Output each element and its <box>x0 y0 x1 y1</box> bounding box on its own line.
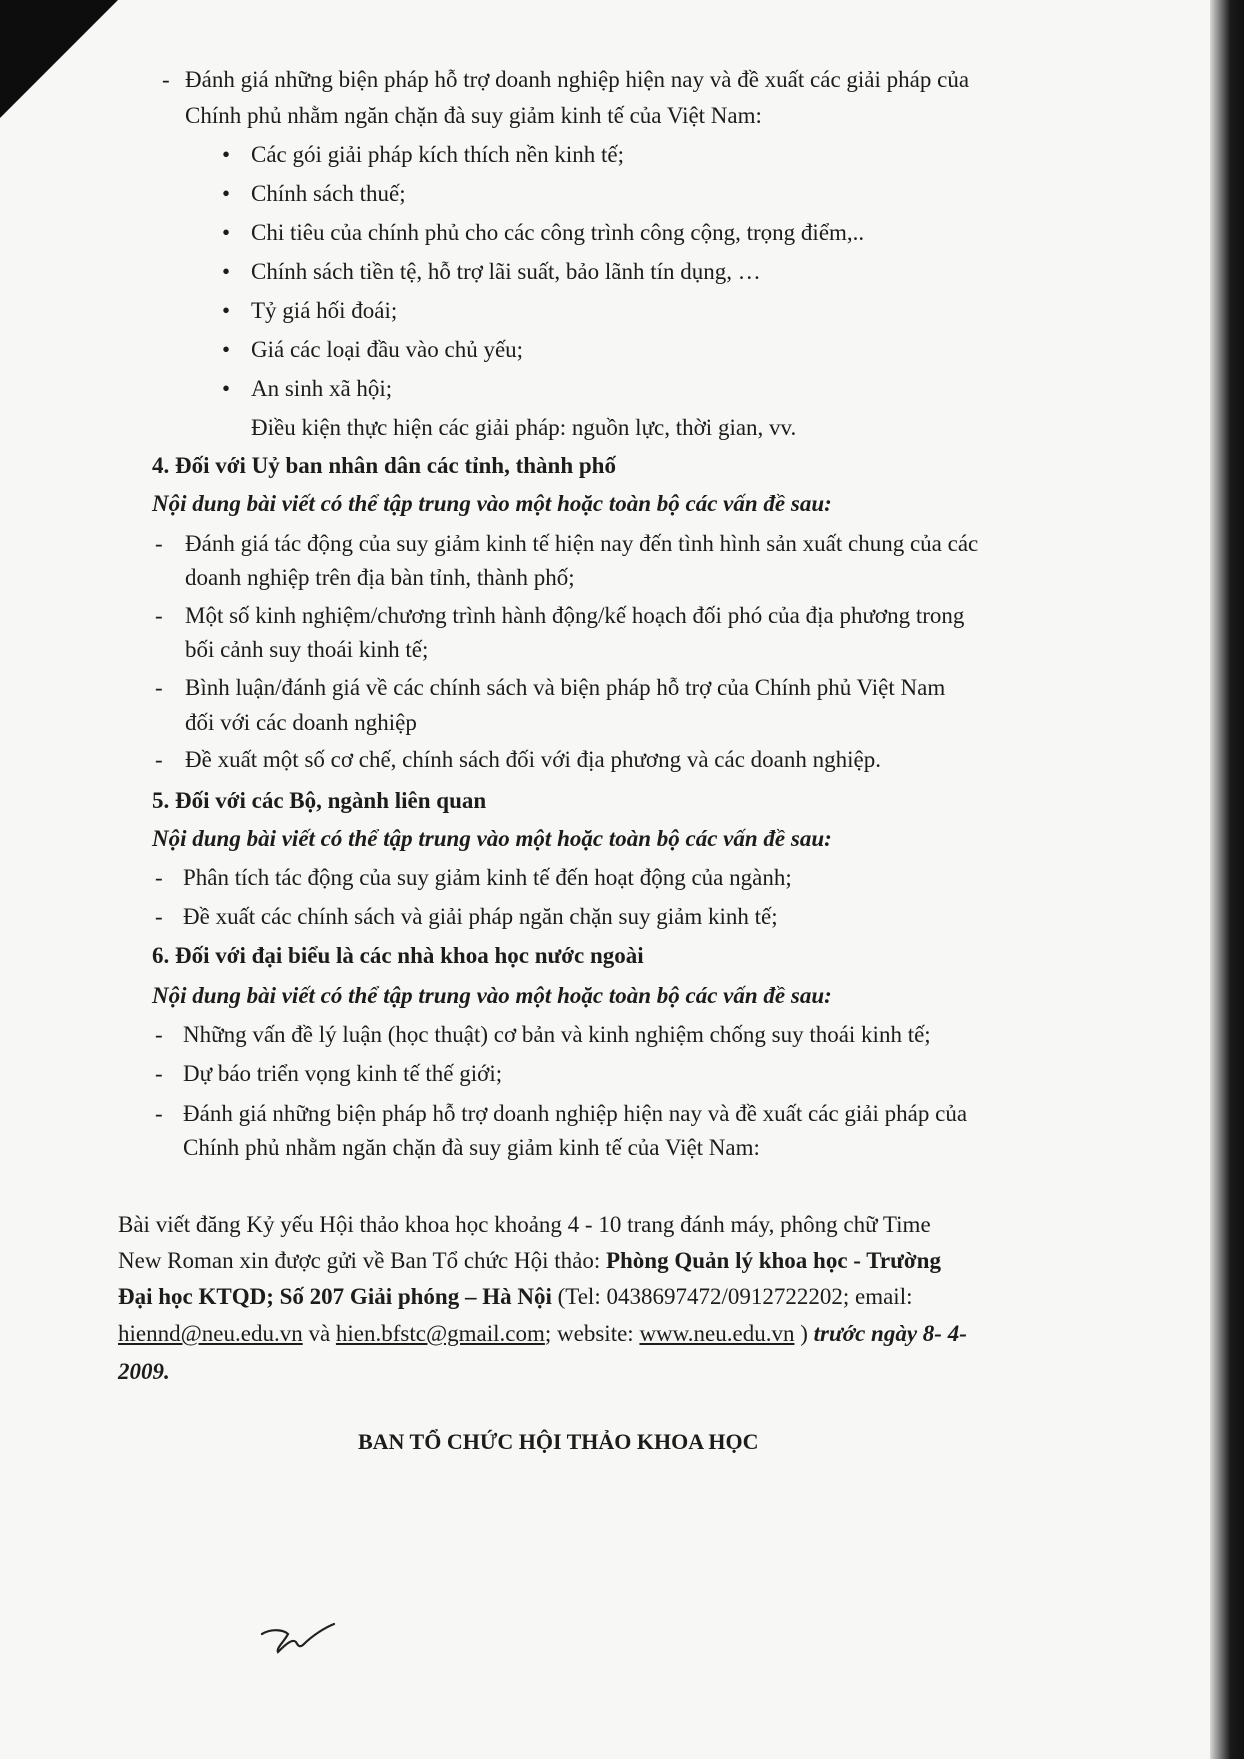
section-5-item-2: Đề xuất các chính sách và giải pháp ngăn chặn suy giảm kinh tế; <box>183 904 778 929</box>
section-4-item-2-line2: bối cảnh suy thoái kinh tế; <box>185 637 429 662</box>
bullet-item: Tỷ giá hối đoái; <box>251 298 398 323</box>
section-4-item-1-line2: doanh nghiệp trên địa bàn tỉnh, thành phố; <box>185 565 575 590</box>
contact-phone: (Tel: 0438697472/0912722202; email: <box>551 1284 913 1309</box>
scan-edge-shadow <box>1210 0 1244 1759</box>
section-4-item-3-line1: Bình luận/đánh giá về các chính sách và biện pháp hỗ trợ của Chính phủ Việt Nam <box>185 675 946 700</box>
bullet-item: Chi tiêu của chính phủ cho các công trình công cộng, trọng điểm,.. <box>251 220 865 245</box>
conditions-line: Điều kiện thực hiện các giải pháp: nguồn lực, thời gian, vv. <box>251 415 797 440</box>
list-dash: - <box>155 531 163 556</box>
section-5-item-1: Phân tích tác động của suy giảm kinh tế đến hoạt động của ngành; <box>183 865 792 890</box>
bullet-item: An sinh xã hội; <box>251 376 393 401</box>
deadline-text: trước ngày 8- 4- <box>813 1321 967 1346</box>
intro-item-line1: Đánh giá những biện pháp hỗ trợ doanh nghiệp hiện nay và đề xuất các giải pháp của <box>185 67 970 92</box>
list-dash: - <box>155 675 163 700</box>
list-dash: - <box>155 1061 163 1086</box>
and-text: và <box>302 1321 336 1346</box>
section-4-subheading: Nội dung bài viết có thể tập trung vào một hoặc toàn bộ các vấn đề sau: <box>152 491 832 516</box>
section-6-heading: 6. Đối với đại biểu là các nhà khoa học nước ngoài <box>152 943 644 968</box>
scan-corner-fold <box>0 0 118 118</box>
closing-line-4 <box>118 1314 967 1354</box>
section-4-item-3-line2: đối với các doanh nghiệp <box>185 710 417 735</box>
website-label: ; website: <box>544 1321 640 1346</box>
section-6-item-1: Những vấn đề lý luận (học thuật) cơ bản và kinh nghiệm chống suy thoái kinh tế; <box>183 1022 931 1047</box>
closing-line-1: Bài viết đăng Kỷ yếu Hội thảo khoa học khoảng 4 - 10 trang đánh máy, phông chữ Time <box>118 1212 931 1237</box>
section-6-item-3-line2: Chính phủ nhằm ngăn chặn đà suy giảm kinh tế của Việt Nam: <box>183 1135 760 1160</box>
website-link[interactable]: www.neu.edu.vn <box>639 1321 795 1346</box>
paren-text: ) <box>794 1321 814 1346</box>
bullet-marker: • <box>222 337 231 362</box>
bullet-item: Chính sách thuế; <box>251 181 406 206</box>
list-dash: - <box>162 67 170 92</box>
bullet-marker: • <box>222 142 231 167</box>
handwritten-initials-signature <box>258 1620 338 1660</box>
bullet-marker: • <box>222 298 231 323</box>
section-4-heading: 4. Đối với Uỷ ban nhân dân các tỉnh, thành phố <box>152 453 616 478</box>
organizer-title: BAN TỔ CHỨC HỘI THẢO KHOA HỌC <box>358 1429 759 1454</box>
intro-item-line2: Chính phủ nhằm ngăn chặn đà suy giảm kinh tế của Việt Nam: <box>185 103 762 128</box>
bullet-item: Các gói giải pháp kích thích nền kinh tế; <box>251 142 625 167</box>
section-4-item-1-line1: Đánh giá tác động của suy giảm kinh tế hiện nay đến tình hình sản xuất chung của các <box>185 531 979 556</box>
closing-line-3 <box>118 1277 912 1317</box>
closing-line-2-text: New Roman xin được gửi về Ban Tổ chức Hội thảo: <box>118 1248 606 1273</box>
section-6-item-3-line1: Đánh giá những biện pháp hỗ trợ doanh nghiệp hiện nay và đề xuất các giải pháp của <box>183 1101 968 1126</box>
email-link-2[interactable]: hien.bfstc@gmail.com <box>335 1321 545 1346</box>
section-4-item-2-line1: Một số kinh nghiệm/chương trình hành động/kế hoạch đối phó của địa phương trong <box>185 603 965 628</box>
deadline-year: 2009. <box>118 1359 170 1384</box>
bullet-item: Chính sách tiền tệ, hỗ trợ lãi suất, bảo lãnh tín dụng, … <box>251 259 761 284</box>
closing-line-2 <box>118 1241 941 1281</box>
bullet-marker: • <box>222 376 231 401</box>
section-5-subheading: Nội dung bài viết có thể tập trung vào một hoặc toàn bộ các vấn đề sau: <box>152 826 832 851</box>
list-dash: - <box>155 747 163 772</box>
bullet-item: Giá các loại đầu vào chủ yếu; <box>251 337 524 362</box>
department-name: Phòng Quản lý khoa học - Trường <box>605 1248 941 1273</box>
section-6-subheading: Nội dung bài viết có thể tập trung vào một hoặc toàn bộ các vấn đề sau: <box>152 983 832 1008</box>
bullet-marker: • <box>222 181 231 206</box>
list-dash: - <box>155 904 163 929</box>
email-link-1[interactable]: hiennd@neu.edu.vn <box>118 1321 303 1346</box>
list-dash: - <box>155 1101 163 1126</box>
list-dash: - <box>155 1022 163 1047</box>
section-5-heading: 5. Đối với các Bộ, ngành liên quan <box>152 788 487 813</box>
bullet-marker: • <box>222 259 231 284</box>
section-6-item-2: Dự báo triển vọng kinh tế thế giới; <box>183 1061 503 1086</box>
section-4-item-4-line1: Đề xuất một số cơ chế, chính sách đối với địa phương và các doanh nghiệp. <box>185 747 881 772</box>
list-dash: - <box>155 865 163 890</box>
bullet-marker: • <box>222 220 231 245</box>
list-dash: - <box>155 603 163 628</box>
university-address: Đại học KTQD; Số 207 Giải phóng – Hà Nội <box>118 1284 552 1309</box>
